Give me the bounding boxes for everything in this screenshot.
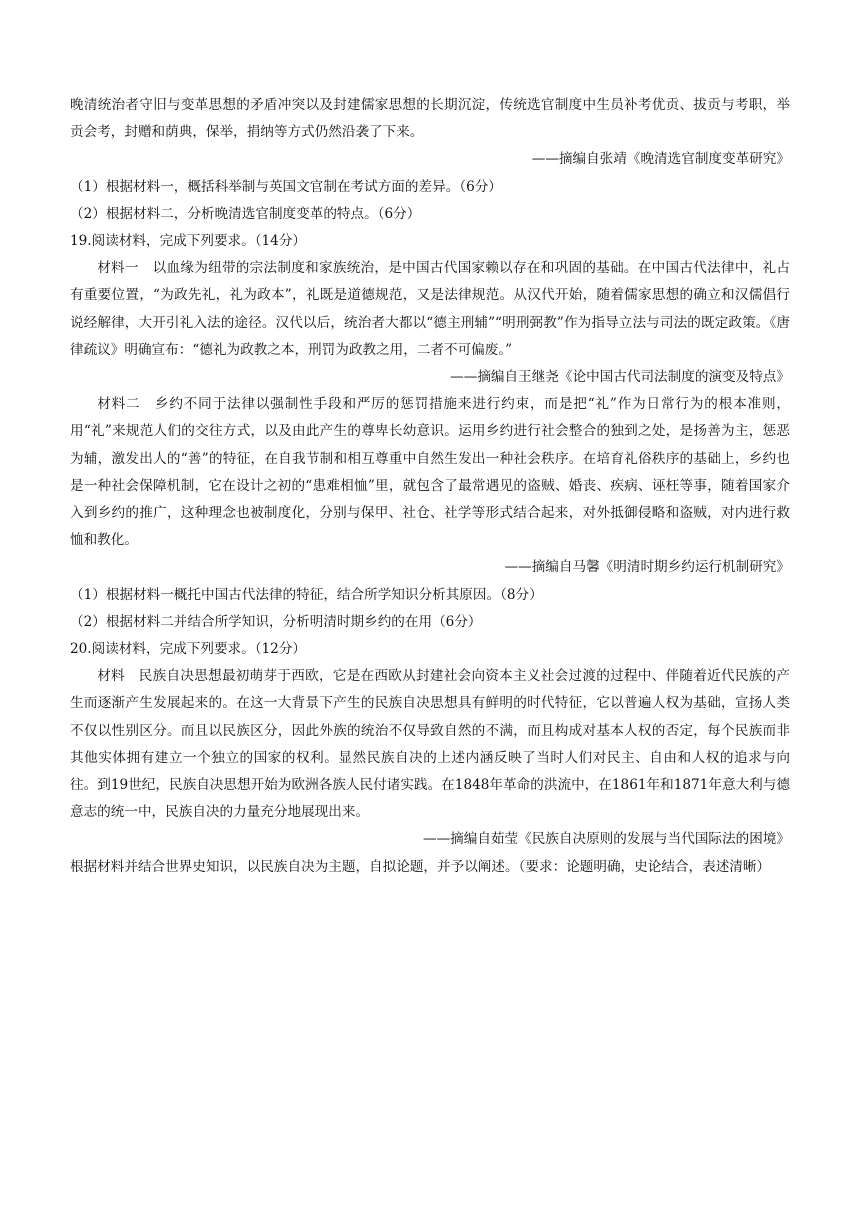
question-20-material: 材料 民族自决思想最初萌芽于西欧，它是在西欧从封建社会向资本主义社会过渡的过程中、伴随着近代民族的产生而逐渐产生发展起来的。在这一大背景下产生的民族自决思想具有鲜明的时代特征，它以普遍人权为基础，宣扬人类不仅以性别区分。而且以民族区分，因此外族的统治不仅导致自然的不满，而且构成对基本人权的否定，每个民族而非其他实体拥有建立一个独立的国家的权利。显然民族自决的上述内涵反映了当时人们对民主、自由和人权的追求与向往。到19世纪，民族自决思想开始为欧洲各族人民付诸实践。在1848年革命的洪流中，在1861年和1871年意大利与德意志的统一中，民族自决的力量充分地展现出来。 xyxy=(70,668,790,821)
question-19-material-2: 材料二 乡约不同于法律以强制性手段和严厉的惩罚措施来进行约束，而是把“礼”作为日常行为的根本准则，用“礼”来规范人们的交往方式，以及由此产生的尊卑长幼意识。运用乡约进行社会整合的独到之处，是扬善为主，惩恶为辅，激发出人的“善”的特征，在自我节制和相互尊重中自然生发出一种社会秩序。在培育礼俗秩序的基础上，乡约也是一种社会保障机制，它在设计之初的“患难相恤”里，就包含了最常遇见的盗贼、婚丧、疾病、诬枉等事，随着国家介入到乡约的推广，这种理念也被制度化，分别与保甲、社仓、社学等形式结合起来，对外抵御侵略和盗贼，对内进行救恤和教化。 xyxy=(70,396,790,549)
question-20-source: ——摘编自茹莹《民族自决原则的发展与当代国际法的困境》 xyxy=(422,831,790,848)
question-19-sub-1: （1）根据材料一概托中国古代法律的特征，结合所学知识分析其原因。（8分） xyxy=(70,586,543,603)
question-18-sub-1: （1）根据材料一，概括科举制与英国文官制在考试方面的差异。（6分） xyxy=(70,178,502,195)
material-continued-text: 晚清统治者守旧与变革思想的矛盾冲突以及封建儒家思想的长期沉淀，传统选官制度中生员补考优贡、拔贡与考职，举贡会考，封赠和荫典，保举，捐纳等方式仍然沿袭了下来。 xyxy=(70,97,790,141)
material-source: ——摘编自张靖《晚清选官制度变革研究》 xyxy=(531,151,790,168)
question-19-sub-2: （2）根据材料二并结合所学知识，分析明清时期乡约的在用（6分） xyxy=(70,613,482,630)
question-20-heading: 20.阅读材料，完成下列要求。（12分） xyxy=(70,641,307,658)
question-19-source-2: ——摘编自马馨《明清时期乡约运行机制研究》 xyxy=(504,559,790,576)
question-19-material-1: 材料一 以血缘为纽带的宗法制度和家族统治，是中国古代国家赖以存在和巩固的基础。在中国古代法律中，礼占有重要位置，“为政先礼，礼为政本”，礼既是道德规范，又是法律规范。从汉代开始，随着儒家思想的确立和汉儒倡行说经解律，大开引礼入法的途径。汉代以后，统治者大都以“德主刑辅”“明刑弼教”作为指导立法与司法的既定政策。《唐律疏议》明确宣布：“德礼为政教之本，刑罚为政教之用，二者不可偏废。” xyxy=(70,260,790,358)
question-20-task: 根据材料并结合世界史知识，以民族自决为主题，自拟论题，并予以阐述。（要求：论题明确，史论结合，表述清晰） xyxy=(70,858,771,875)
exam-page xyxy=(70,92,790,881)
question-19-heading: 19.阅读材料，完成下列要求。（14分） xyxy=(70,233,307,250)
question-19-source-1: ——摘编自王继尧《论中国古代司法制度的演变及特点》 xyxy=(450,369,790,386)
question-18-sub-2: （2）根据材料二，分析晚清选官制度变革的特点。（6分） xyxy=(70,205,421,222)
